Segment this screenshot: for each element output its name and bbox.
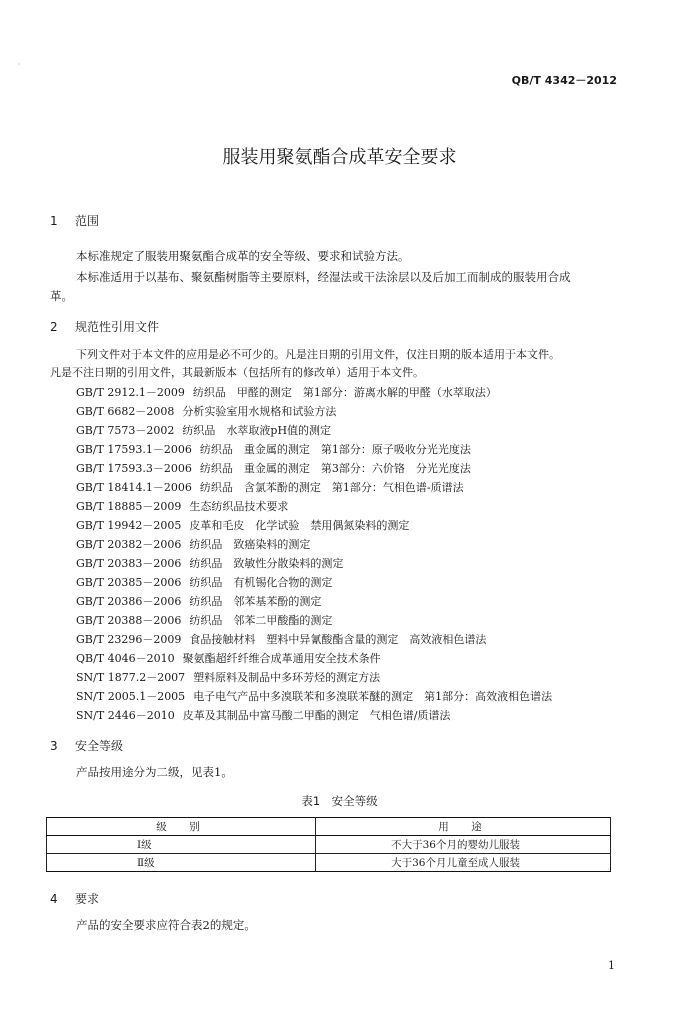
section-4-title: 要求 (75, 892, 100, 906)
section-4-heading (50, 890, 99, 907)
reference-item: GB/T 23296－2009 食品接触材料 塑料中异氰酸酯含量的测定 高效液相色谱法 (76, 633, 487, 646)
reference-item: SN/T 1877.2－2007 塑料原料及制品中多环芳烃的测定方法 (76, 671, 381, 684)
table-header-use: 用 途 (316, 818, 611, 836)
section-1-heading (50, 212, 99, 229)
reference-item: GB/T 2912.1－2009 纺织品 甲醛的测定 第1部分：游离水解的甲醛（水萃取法） (76, 386, 497, 399)
reference-item: GB/T 20388－2006 纺织品 邻苯二甲酸酯的测定 (76, 614, 333, 627)
section-1-paragraph-2-cont: 革。 (50, 289, 73, 303)
grade-cell: Ⅱ级 (47, 854, 316, 872)
section-2-intro-line-1: 下列文件对于本文件的应用是必不可少的。凡是注日期的引用文件，仅注日期的版本适用于本文件。 (76, 348, 560, 361)
reference-item: GB/T 20385－2006 纺织品 有机锡化合物的测定 (76, 576, 333, 589)
reference-item: GB/T 19942－2005 皮革和毛皮 化学试验 禁用偶氮染料的测定 (76, 519, 410, 532)
use-cell: 不大于36个月的婴幼儿服装 (316, 836, 611, 854)
reference-item: GB/T 18885－2009 生态纺织品技术要求 (76, 500, 289, 513)
section-2-heading (50, 318, 159, 335)
safety-grade-table (46, 817, 611, 872)
section-3-heading (50, 737, 123, 754)
table-header-row (47, 818, 611, 836)
reference-item: GB/T 17593.1－2006 纺织品 重金属的测定 第1部分：原子吸收分光光度法 (76, 443, 471, 456)
reference-item: SN/T 2446－2010 皮革及其制品中富马酸二甲酯的测定 气相色谱/质谱法 (76, 709, 451, 722)
section-2-title: 规范性引用文件 (75, 320, 160, 334)
section-1-number: 1 (50, 214, 58, 228)
section-4-paragraph: 产品的安全要求应符合表2的规定。 (76, 918, 256, 932)
table-1-caption: 表1 安全等级 (301, 794, 378, 808)
reference-item: GB/T 20382－2006 纺织品 致癌染料的测定 (76, 538, 311, 551)
reference-item: GB/T 18414.1－2006 纺织品 含氯苯酚的测定 第1部分：气相色谱-质谱法 (76, 481, 464, 494)
page-number: 1 (608, 959, 615, 972)
section-4-number: 4 (50, 892, 58, 906)
standard-code: QB/T 4342－2012 (511, 74, 617, 87)
reference-item: GB/T 6682－2008 分析实验室用水规格和试验方法 (76, 405, 337, 418)
table-row (47, 854, 611, 872)
reference-item: QB/T 4046－2010 聚氨酯超纤纤维合成革通用安全技术条件 (76, 652, 381, 665)
section-3-number: 3 (50, 739, 58, 753)
section-2-number: 2 (50, 320, 58, 334)
document-title: 服装用聚氨酯合成革安全要求 (222, 147, 457, 168)
section-1-paragraph-2: 本标准适用于以基布、聚氨酯树脂等主要原料，经湿法或干法涂层以及后加工而制成的服装用合成 (76, 270, 571, 284)
section-1-paragraph-1: 本标准规定了服装用聚氨酯合成革的安全等级、要求和试验方法。 (76, 249, 410, 263)
reference-item: GB/T 20386－2006 纺织品 邻苯基苯酚的测定 (76, 595, 322, 608)
section-3-paragraph: 产品按用途分为二级，见表1。 (76, 765, 233, 779)
table-row (47, 836, 611, 854)
reference-item: GB/T 20383－2006 纺织品 致敏性分散染料的测定 (76, 557, 344, 570)
reference-item: SN/T 2005.1－2005 电子电气产品中多溴联苯和多溴联苯醚的测定 第1部分：高效液相色谱法 (76, 690, 553, 703)
scan-mark: · (18, 60, 21, 69)
use-cell: 大于36个月儿童至成人服装 (316, 854, 611, 872)
section-1-title: 范围 (75, 214, 100, 228)
reference-item: GB/T 7573－2002 纺织品 水萃取液pH值的测定 (76, 424, 332, 437)
section-3-title: 安全等级 (75, 739, 124, 753)
grade-cell: Ⅰ级 (47, 836, 316, 854)
reference-item: GB/T 17593.3－2006 纺织品 重金属的测定 第3部分：六价铬 分光光度法 (76, 462, 471, 475)
section-2-intro-line-2: 凡是不注日期的引用文件，其最新版本（包括所有的修改单）适用于本文件。 (50, 366, 424, 379)
table-header-grade: 级 别 (47, 818, 316, 836)
